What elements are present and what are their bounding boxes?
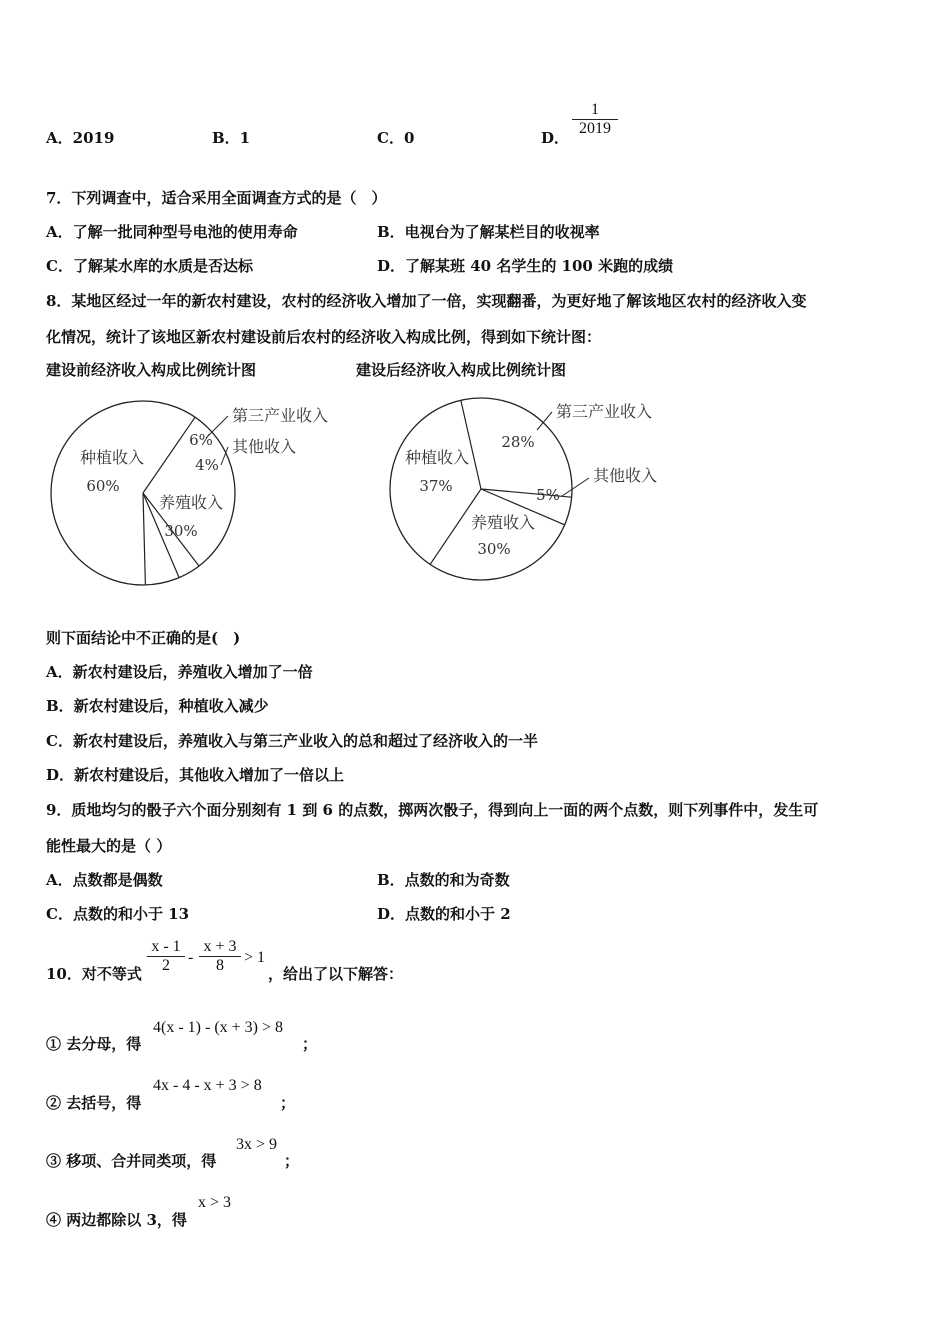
pie-chart-after [390,398,657,580]
q10-step2-math: 4x - 4 - x + 3 > 8 [153,1077,262,1094]
q10-step4-math: x > 3 [198,1194,232,1211]
q9-option-a: A．点数都是偶数 [46,871,163,889]
pie-value-label: 30% [477,540,511,558]
pie-value-label: 60% [86,477,120,495]
pie-value-label: 5% [536,486,560,504]
q7-option-c: C．了解某水库的水质是否达标 [46,257,253,275]
q10-step1-semicolon: ； [302,1035,318,1053]
pie-category-label: 其他收入 [232,437,297,456]
fraction-numerator: x + 3 [203,938,237,955]
q9-stem-line2: 能性最大的是（ ） [46,837,172,855]
q9-option-b: B．点数的和为奇数 [377,871,510,889]
fraction-numerator: 1 [591,101,599,118]
q7-option-b: B．电视台为了解某栏目的收视率 [377,223,600,241]
fraction-denominator: 2 [162,957,170,974]
q8-option-c: C．新农村建设后，养殖收入与第三产业收入的总和超过了经济收入的一半 [46,732,538,750]
q8-option-d: D．新农村建设后，其他收入增加了一倍以上 [46,766,345,784]
q8-option-a: A．新农村建设后，养殖收入增加了一倍 [46,663,313,681]
fraction-denominator: 2019 [579,120,611,137]
pie-value-label: 30% [164,522,198,540]
q10-prefix: 10．对不等式 [46,965,142,983]
fraction-denominator: 8 [216,957,224,974]
q9-option-c: C．点数的和小于 13 [46,905,190,923]
q10-fraction-1 [147,938,185,975]
q10-step4-text: ④ 两边都除以 3，得 [46,1211,187,1229]
q6-option-b: B．1 [212,129,251,147]
pie-value-label: 6% [189,431,213,449]
q8-stem-line1: 8．某地区经过一年的新农村建设，农村的经济收入增加了一倍，实现翻番，为更好地了解该地区农村的经济收入变 [46,292,807,310]
q8-stem-line2: 化情况，统计了该地区新农村建设前后农村的经济收入构成比例，得到如下统计图： [46,328,602,346]
q8-option-b: B．新农村建设后，种植收入减少 [46,697,269,715]
pie-charts [0,390,950,600]
fraction-numerator: x - 1 [151,938,181,955]
q7-stem: 7．下列调查中，适合采用全面调查方式的是（ ） [46,189,387,207]
q8-question: 则下面结论中不正确的是( ) [46,629,241,647]
q6-option-c: C．0 [377,129,415,147]
pie-chart-before [51,401,328,585]
pie-category-label: 养殖收入 [470,513,536,532]
q10-step3-semicolon: ； [284,1152,300,1170]
pie-value-label: 28% [501,433,535,451]
q10-fraction-2 [199,938,241,975]
q10-step3-math: 3x > 9 [236,1136,278,1153]
pie-category-label: 种植收入 [79,448,145,467]
pie-value-label: 4% [195,456,219,474]
q10-step3-text: ③ 移项、合并同类项，得 [46,1152,217,1170]
chart1-title: 建设前经济收入构成比例统计图 [46,361,257,379]
q10-step1-math: 4(x - 1) - (x + 3) > 8 [153,1019,284,1036]
chart2-title: 建设后经济收入构成比例统计图 [356,361,567,379]
q10-step1-text: ① 去分母，得 [46,1035,142,1053]
q10-step2-text: ② 去括号，得 [46,1094,142,1112]
q9-option-d: D．点数的和小于 2 [377,905,511,923]
q9-stem-line1: 9．质地均匀的骰子六个面分别刻有 1 到 6 的点数，掷两次骰子，得到向上一面的两个点数，则下列事件中，发生可 [46,801,819,819]
q7-option-d: D．了解某班 40 名学生的 100 米跑的成绩 [377,257,674,275]
q6-option-a: A．2019 [46,129,115,147]
q10-minus: - [188,949,194,966]
pie-category-label: 其他收入 [593,466,658,485]
pie-category-label: 种植收入 [404,448,470,467]
pie-category-label: 第三产业收入 [232,406,329,425]
q7-option-a: A．了解一批同种型号电池的使用寿命 [46,223,298,241]
q10-suffix: ，给出了以下解答： [268,965,404,983]
q10-greater-than-1: > 1 [244,949,266,966]
pie-category-label: 第三产业收入 [556,402,653,421]
q6-option-d-label: D． [541,129,570,147]
q6-option-d-fraction [572,101,618,138]
pie-value-label: 37% [419,477,453,495]
pie-category-label: 养殖收入 [158,493,224,512]
q10-step2-semicolon: ； [280,1094,296,1112]
